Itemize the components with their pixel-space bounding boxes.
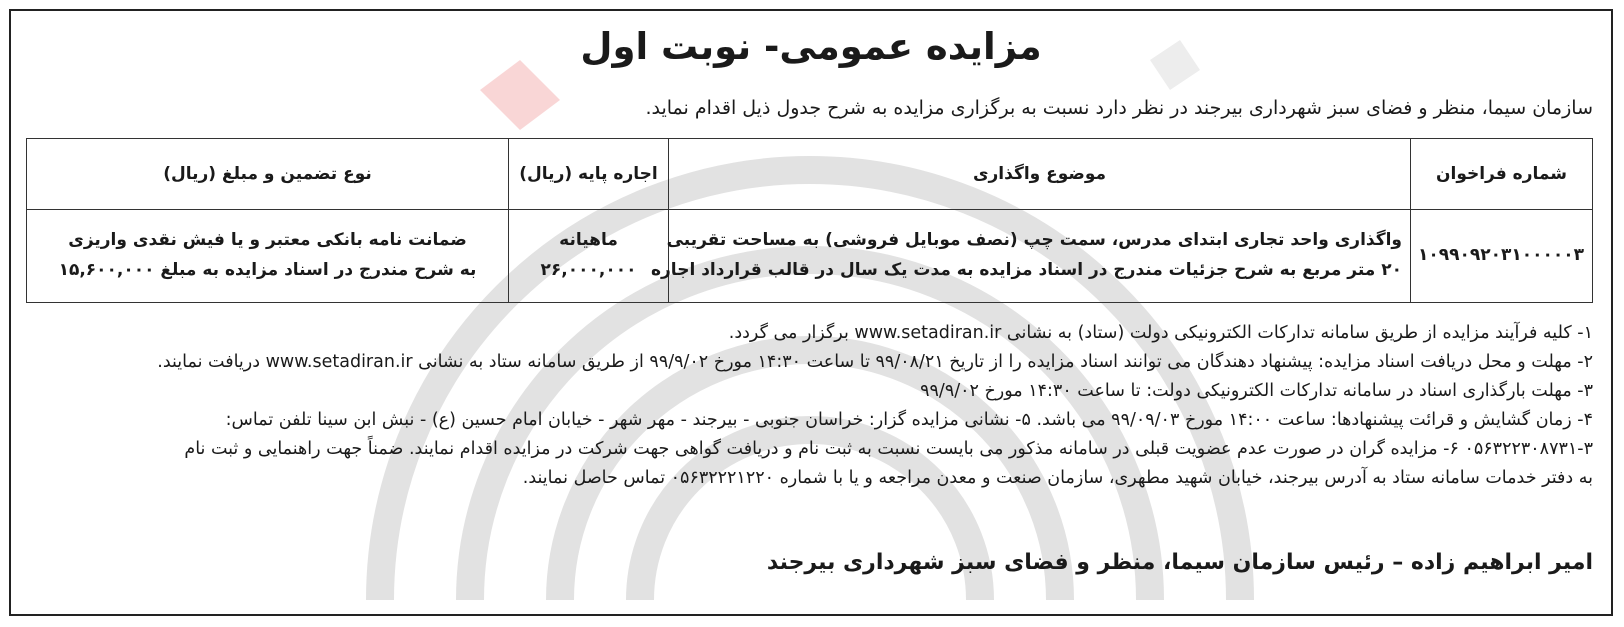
notes-list — [25, 319, 1593, 493]
subject-line-1: واگذاری واحد تجاری ابتدای مدرس، سمت چپ (نصف موبایل فروشی) به مساحت تقریبی — [666, 230, 1402, 251]
note-item: ۳- مهلت بارگذاری اسناد در سامانه تدارکات الکترونیکی دولت: تا ساعت ۱۴:۳۰ مورخ ۹۹/۹/۰۲ — [920, 381, 1593, 401]
auction-table — [26, 138, 1593, 303]
cell-guarantee — [27, 210, 509, 303]
guarantee-line-2: به شرح مندرج در اسناد مزایده به مبلغ ۱۵,۶۰۰,۰۰۰ — [58, 260, 477, 280]
cell-base-rent — [509, 210, 669, 303]
intro-text: سازمان سیما، منظر و فضای سبز شهرداری بیرجند در نظر دارد نسبت به برگزاری مزایده به شرح جدول ذیل اقدام نماید. — [645, 97, 1593, 119]
signature: امیر ابراهیم زاده – رئیس سازمان سیما، منظر و فضای سبز شهرداری بیرجند — [766, 550, 1593, 575]
header-base-rent: اجاره پایه (ریال) — [509, 139, 669, 210]
note-item: به دفتر خدمات سامانه ستاد به آدرس بیرجند، خیابان شهید مطهری، سازمان صنعت و معدن مراجعه و یا با شماره ۰۵۶۳۲۲۲۱۲۲۰ تماس حاصل نمایند. — [522, 468, 1593, 488]
rent-amount: ۲۶,۰۰۰,۰۰۰ — [540, 260, 637, 280]
note-item: ۲- مهلت و محل دریافت اسناد مزایده: پیشنهاد دهندگان می توانند اسناد مزایده را از تاریخ ۹۹/۰۸/۲۱ تا ساعت ۱۴:۳۰ مورخ ۹۹/۹/۰۲ از طریق سامانه ستاد به نشانی www.setadiran.ir دریافت نمایند. — [157, 352, 1593, 372]
note-item: ۰۵۶۳۲۲۳۰۸۷۳۱-۳ ۶- مزایده گران در صورت عدم عضویت قبلی در سامانه مذکور می بایست نسبت به ثبت نام و دریافت گواهی جهت شرکت در مزایده اقدام نمایند. ضمناً جهت راهنمایی و ثبت نام — [184, 439, 1593, 459]
cell-call-number: ۱۰۹۹۰۹۲۰۳۱۰۰۰۰۰۳ — [1411, 210, 1593, 303]
page-title: مزایده عمومی- نوبت اول — [580, 25, 1042, 68]
subject-line-2: ۲۰ متر مربع به شرح جزئیات مندرج در اسناد مزایده به مدت یک سال در قالب قرارداد اجاره — [650, 260, 1402, 280]
table-row — [27, 210, 1593, 303]
notice-frame — [9, 9, 1613, 616]
table-header-row — [27, 139, 1593, 210]
rent-period: ماهیانه — [559, 230, 618, 251]
header-call-number: شماره فراخوان — [1411, 139, 1593, 210]
note-item: ۴- زمان گشایش و قرائت پیشنهادها: ساعت ۱۴:۰۰ مورخ ۹۹/۰۹/۰۳ می باشد. ۵- نشانی مزایده گزار: خراسان جنوبی - بیرجند - مهر شهر - خیابان امام حسین (ع) - نبش ابن سینا تلفن تماس: — [225, 410, 1593, 430]
guarantee-line-1: ضمانت نامه بانکی معتبر و یا فیش نقدی واریزی — [68, 230, 467, 251]
cell-subject — [650, 210, 1411, 303]
note-item: ۱- کلیه فرآیند مزایده از طریق سامانه تدارکات الکترونیکی دولت (ستاد) به نشانی www.setadiran.ir برگزار می گردد. — [728, 323, 1593, 343]
header-guarantee: نوع تضمین و مبلغ (ریال) — [27, 139, 509, 210]
header-subject: موضوع واگذاری — [669, 139, 1411, 210]
